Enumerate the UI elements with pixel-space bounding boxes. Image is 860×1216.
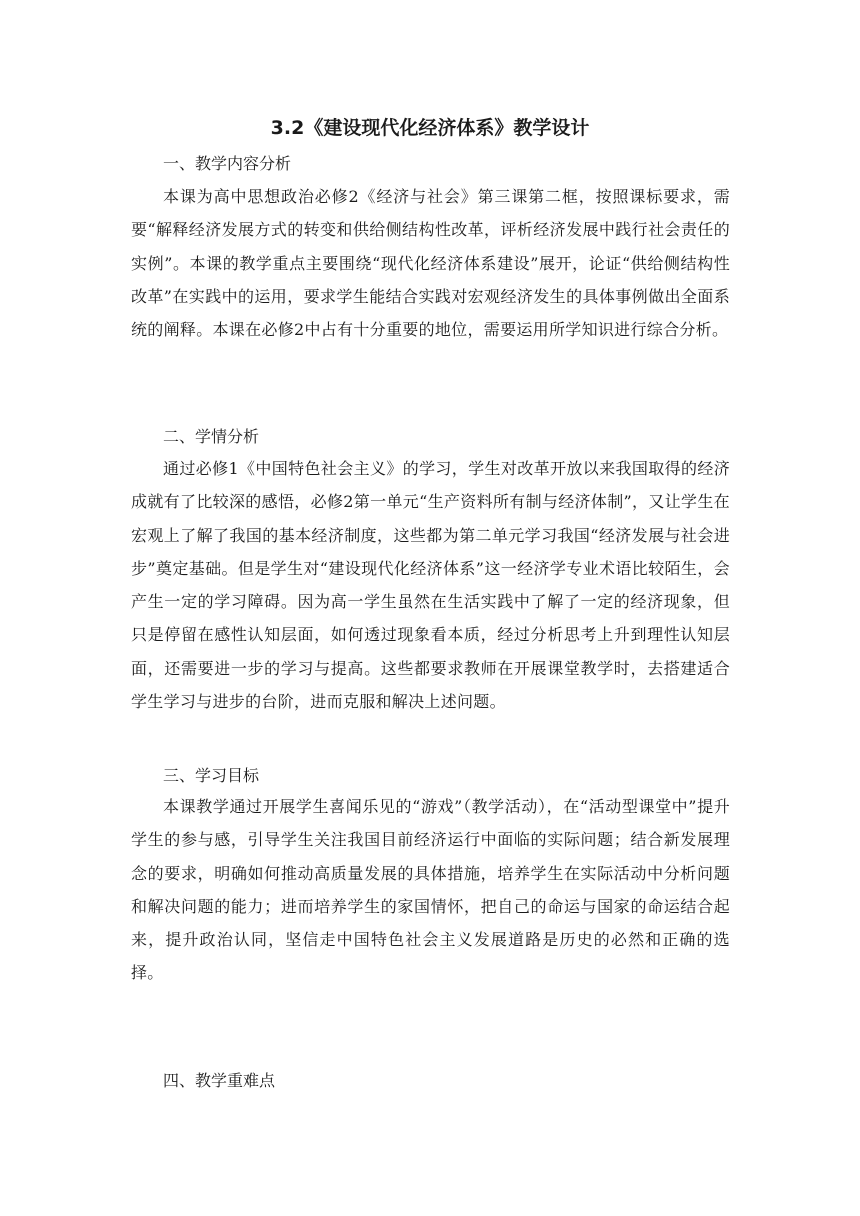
section-heading-content-analysis: 一、教学内容分析 <box>163 154 292 173</box>
section-body-learning-goals: 本课教学通过开展学生喜闻乐见的“游戏”（教学活动），在“活动型课堂中”提升学生的参与感，引导学生关注我国目前经济运行中面临的实际问题；结合新发展理念的要求，明确如何推动高质量发展的具体措施，培养学生在实际活动中分析问题和解决问题的能力；进而培养学生的家国情怀，把自己的命运与国家的命运结合起来，提升政治认同，坚信走中国特色社会主义发展道路是历史的必然和正确的选择。 <box>131 797 730 983</box>
section-heading-learning-goals: 三、学习目标 <box>163 766 260 785</box>
section-body-student-analysis: 通过必修1《中国特色社会主义》的学习，学生对改革开放以来我国取得的经济成就有了比较深的感悟，必修2第一单元“生产资料所有制与经济体制”，又让学生在宏观上了解了我国的基本经济制度，这些都为第二单元学习我国“经济发展与社会进步”奠定基础。但是学生对“建设现代化经济体系”这一经济学专业术语比较陌生，会产生一定的学习障碍。因为高一学生虽然在生活实践中了解了一定的经济现象，但只是停留在感性认知层面，如何透过现象看本质，经过分析思考上升到理性认知层面，还需要进一步的学习与提高。这些都要求教师在开展课堂教学时，去搭建适合学生学习与进步的台阶，进而克服和解决上述问题。 <box>131 459 730 712</box>
section-heading-student-analysis: 二、学情分析 <box>163 427 260 446</box>
document-title: 3.2《建设现代化经济体系》教学设计 <box>270 117 590 139</box>
section-body-content-analysis: 本课为高中思想政治必修2《经济与社会》第三课第二框，按照课标要求，需要“解释经济发展方式的转变和供给侧结构性改革，评析经济发展中践行社会责任的实例”。本课的教学重点主要围绕“现代化经济体系建设”展开，论证“供给侧结构性改革”在实践中的运用，要求学生能结合实践对宏观经济发生的具体事例做出全面系统的阐释。本课在必修2中占有十分重要的地位，需要运用所学知识进行综合分析。 <box>131 187 730 340</box>
section-heading-key-difficulties: 四、教学重难点 <box>163 1071 276 1090</box>
